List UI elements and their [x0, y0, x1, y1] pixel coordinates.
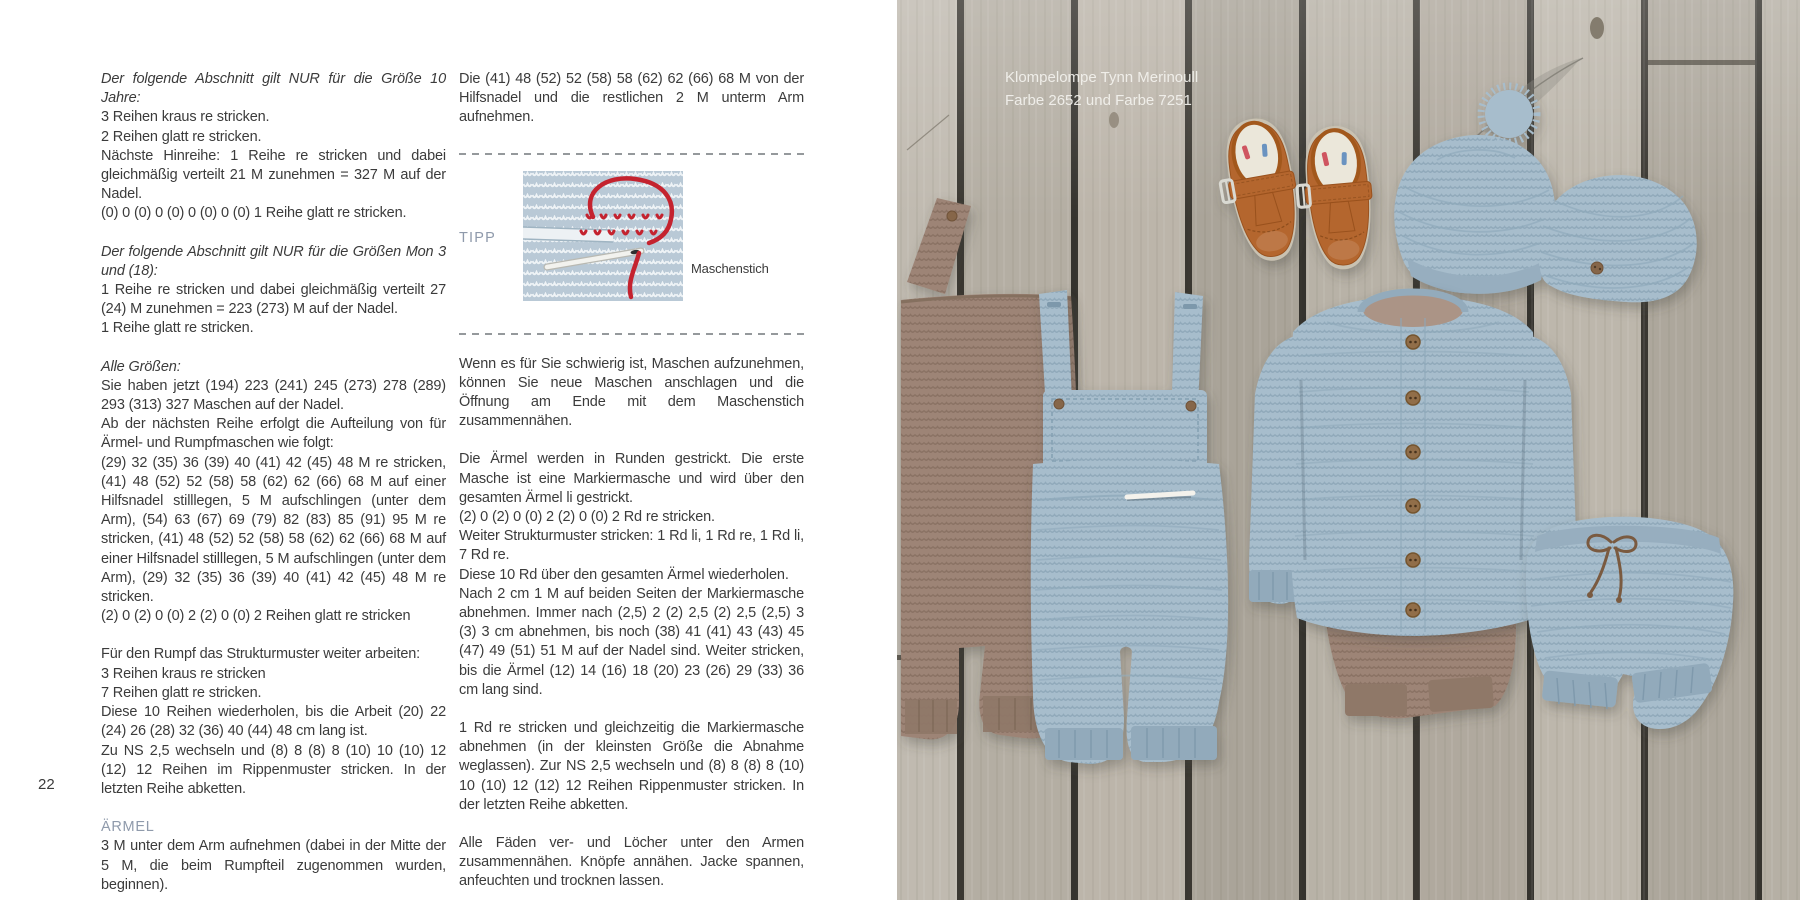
pattern-text: Für den Rumpf das Strukturmuster weiter arbeiten: — [101, 646, 421, 663]
photo-caption-line1: Klompelompe Tynn Merinoull — [1005, 69, 1199, 86]
pattern-text: 1 Reihe re stricken und dabei gleichmäßig verteilt 27 (24) M zunehmen = 223 (273) M auf der Nadel. — [101, 282, 446, 318]
tipp-box — [459, 171, 804, 319]
pattern-text: 1 Rd re stricken und gleichzeitig die Markiermasche abnehmen (in der kleinsten Größe die Abnahme weglassen). Zur NS 2,5 wechseln und (8) 8 (8) 8 (10) 10 (10) 12 (12) 12 Reihen Rippenmuster stricken. In der letzten Reihe abketten. — [459, 720, 804, 813]
pattern-text: 3 Reihen kraus re stricken — [101, 665, 266, 682]
pattern-text: Die Ärmel werden in Runden gestrickt. Die erste Masche ist eine Markiermasche und wird über den gesamten Ärmel li gestrickt. — [459, 451, 804, 506]
pattern-text: Wenn es für Sie schwierig ist, Maschen aufzunehmen, können Sie neue Maschen anschlagen und die Öffnung am Ende mit dem Maschenstich zusammennähen. — [459, 355, 804, 430]
tipp-label: TIPP — [459, 229, 497, 246]
pattern-text: Diese 10 Reihen wiederholen, bis die Arbeit (20) 22 (24) 26 (28) 32 (36) 40 (44) 48 cm lang ist. — [101, 704, 446, 740]
dashed-divider — [459, 333, 804, 335]
pattern-text: Nächste Hinreihe: 1 Reihe re stricken und dabei gleichmäßig verteilt 21 M zunehmen = 327 M auf der Nadel. — [101, 147, 446, 203]
pattern-text: Alle Fäden ver- und Löcher unter den Armen zusammennähen. Knöpfe annähen. Jacke spannen, anfeuchten und trocknen lassen. — [459, 835, 804, 890]
pompom — [1485, 90, 1533, 138]
section-heading: Der folgende Abschnitt gilt NUR für die Größen Mon 3 und (18): — [101, 243, 446, 279]
pattern-text: 7 Reihen glatt re stricken. — [101, 684, 262, 701]
pattern-text: Diese 10 Rd über den gesamten Ärmel wiederholen. — [459, 566, 789, 583]
pattern-text: (0) 0 (0) 0 (0) 0 (0) 0 (0) 1 Reihe glatt re stricken. — [101, 205, 407, 222]
section-heading: Der folgende Abschnitt gilt NUR für die Größe 10 Jahre: — [101, 71, 446, 107]
page-number: 22 — [38, 776, 55, 793]
pattern-text: Ab der nächsten Reihe erfolgt die Aufteilung von für Ärmel- und Rumpfmaschen wie folgt: — [101, 416, 446, 452]
pattern-text: 2 Reihen glatt re stricken. — [101, 128, 262, 145]
pattern-text: (2) 0 (2) 0 (0) 2 (2) 0 (0) 2 Rd re stricken. — [459, 509, 715, 526]
pattern-column-right — [459, 70, 804, 892]
pattern-text: Sie haben jetzt (194) 223 (241) 245 (273) 278 (289) 293 (313) 327 Maschen auf der Nadel. — [101, 377, 446, 414]
dashed-divider — [459, 153, 804, 155]
maschenstich-caption: Maschenstich — [691, 260, 769, 276]
pattern-text: 3 M unter dem Arm aufnehmen (dabei in der Mitte der 5 M, die beim Rumpfteil zugenommen wurden, beginnen). — [101, 838, 446, 893]
pattern-text: Weiter Strukturmuster stricken: 1 Rd li, 1 Rd re, 1 Rd li, 7 Rd re. — [459, 528, 804, 564]
pattern-text: Zu NS 2,5 wechseln und (8) 8 (8) 8 (10) 10 (10) 12 (12) 12 Reihen im Rippenmuster stricken. In der letzten Reihe abketten. — [101, 742, 446, 797]
maschenstich-illustration — [523, 171, 683, 301]
pattern-text: 3 Reihen kraus re stricken. — [101, 109, 270, 126]
photo-caption-line2: Farbe 2652 und Farbe 7251 — [1005, 92, 1192, 109]
section-heading: Alle Größen: — [101, 358, 181, 375]
flatlay-photo — [897, 0, 1800, 900]
pattern-text: (2) 0 (2) 0 (0) 2 (2) 0 (0) 2 Reihen glatt re stricken — [101, 608, 411, 625]
pattern-text: Nach 2 cm 1 M auf beiden Seiten der Markiermasche abnehmen. Immer nach (2,5) 2 (2) 2,5 (2) 2,5 (2,5) 3 (3) 3 cm abnehmen, bis noch (38) 41 (41) 43 (43) 45 (47) 49 (51) 51 M auf der Nadel sind. Weiter stricken, bis die Ärmel (12) 14 (16) 18 (20) 23 (26) 29 (33) 36 cm lang sind. — [459, 585, 804, 698]
pattern-text: 1 Reihe glatt re stricken. — [101, 320, 254, 337]
photo-caption — [1005, 66, 1198, 112]
pattern-text: Die (41) 48 (52) 52 (58) 58 (62) 62 (66) 68 M von der Hilfsnadel und die restlichen 2 M unterm Arm aufnehmen. — [459, 71, 804, 126]
section-heading-aermel: ÄRMEL — [101, 819, 155, 836]
pattern-text: (29) 32 (35) 36 (39) 40 (41) 42 (45) 48 M re stricken, (41) 48 (52) 52 (58) 58 (62) 62 (66) 68 M auf einer Hilfsnadel stilllegen, 5 M aufschlingen (unter dem Arm), (54) 63 (67) 69 (79) 82 (83) 85 (91) 95 M re stricken, (41) 48 (52) 52 (58) 58 (62) 62 (66) 68 M auf einer Hilfsnadel stilllegen, 5 M aufschlingen (unter dem Arm), (29) 32 (35) 36 (39) 40 (41) 42 (45) 48 M re stricken. — [101, 454, 446, 606]
pattern-column-left — [101, 70, 446, 895]
